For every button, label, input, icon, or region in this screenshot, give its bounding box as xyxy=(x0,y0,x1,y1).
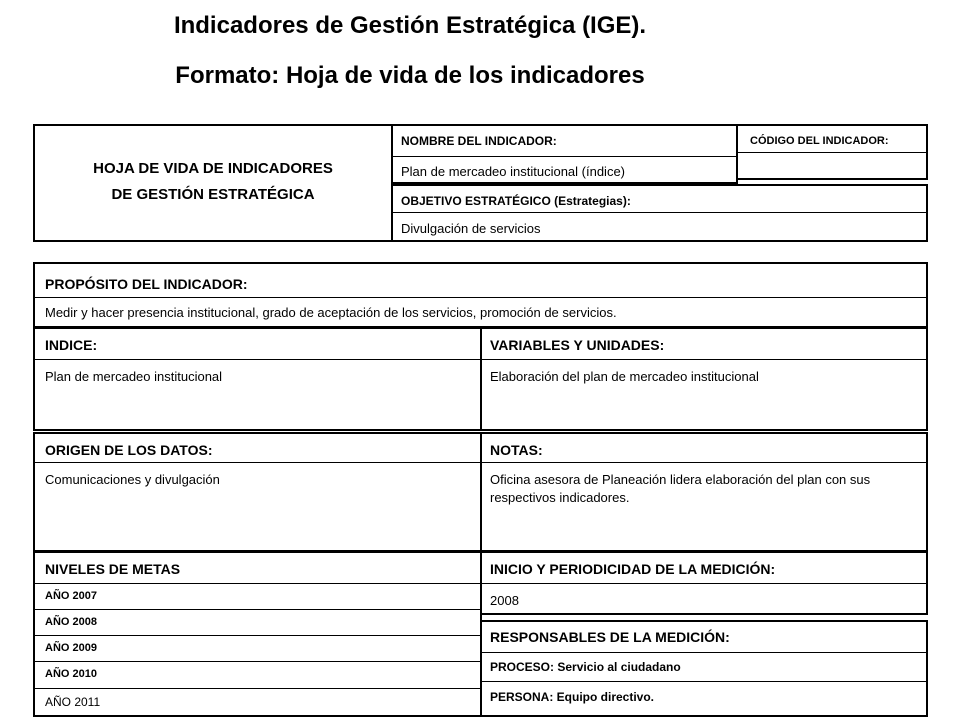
meta-year-2007: AÑO 2007 xyxy=(45,590,97,602)
nombre-indicador-value: Plan de mercadeo institucional (índice) xyxy=(401,164,626,179)
page-subtitle: Formato: Hoja de vida de los indicadores xyxy=(175,62,645,89)
objetivo-value: Divulgación de servicios xyxy=(401,221,541,236)
notas-label: NOTAS: xyxy=(490,442,543,458)
codigo-indicador-label: CÓDIGO DEL INDICADOR: xyxy=(750,135,889,147)
inicio-box xyxy=(480,551,928,615)
inicio-label: INICIO Y PERIODICIDAD DE LA MEDICIÓN: xyxy=(490,561,776,577)
variables-label: VARIABLES Y UNIDADES: xyxy=(490,337,665,353)
meta-year-2009: AÑO 2009 xyxy=(45,642,97,654)
notas-value: Oficina asesora de Planeación lidera elaboración del plan con sus respectivos indicadores. xyxy=(490,472,871,505)
page-title: Indicadores de Gestión Estratégica (IGE). xyxy=(173,12,647,39)
proposito-label: PROPÓSITO DEL INDICADOR: xyxy=(45,276,248,292)
indice-value: Plan de mercadeo institucional xyxy=(45,369,223,384)
metas-box xyxy=(33,551,482,717)
indice-label: INDICE: xyxy=(45,337,98,353)
proposito-value: Medir y hacer presencia institucional, grado de aceptación de los servicios, promoción de servicios. xyxy=(45,305,617,320)
objetivo-label: OBJETIVO ESTRATÉGICO (Estrategias): xyxy=(401,194,631,208)
main-heading-line1: HOJA DE VIDA DE INDICADORES xyxy=(93,160,333,177)
indice-box xyxy=(33,327,482,431)
origen-label: ORIGEN DE LOS DATOS: xyxy=(45,442,213,458)
main-heading-box xyxy=(33,124,393,242)
responsables-persona: PERSONA: Equipo directivo. xyxy=(490,690,655,704)
meta-year-2008: AÑO 2008 xyxy=(45,616,97,628)
main-heading-line2: DE GESTIÓN ESTRATÉGICA xyxy=(111,186,315,203)
variables-box xyxy=(480,327,928,431)
origen-box xyxy=(33,432,482,552)
meta-year-2010: AÑO 2010 xyxy=(45,668,97,680)
codigo-indicador-box xyxy=(736,124,928,180)
objetivo-box xyxy=(391,184,928,242)
metas-label: NIVELES DE METAS xyxy=(45,561,181,577)
variables-value: Elaboración del plan de mercadeo institucional xyxy=(490,369,759,384)
nombre-indicador-label: NOMBRE DEL INDICADOR: xyxy=(401,134,557,148)
responsables-label: RESPONSABLES DE LA MEDICIÓN: xyxy=(490,629,730,645)
responsables-box xyxy=(480,620,928,717)
notas-box xyxy=(480,432,928,552)
nombre-indicador-box xyxy=(391,124,738,184)
origen-value: Comunicaciones y divulgación xyxy=(45,472,220,487)
inicio-value: 2008 xyxy=(490,593,519,608)
proposito-box xyxy=(33,262,928,328)
meta-year-2011: AÑO 2011 xyxy=(45,695,101,709)
responsables-proceso: PROCESO: Servicio al ciudadano xyxy=(490,660,681,674)
